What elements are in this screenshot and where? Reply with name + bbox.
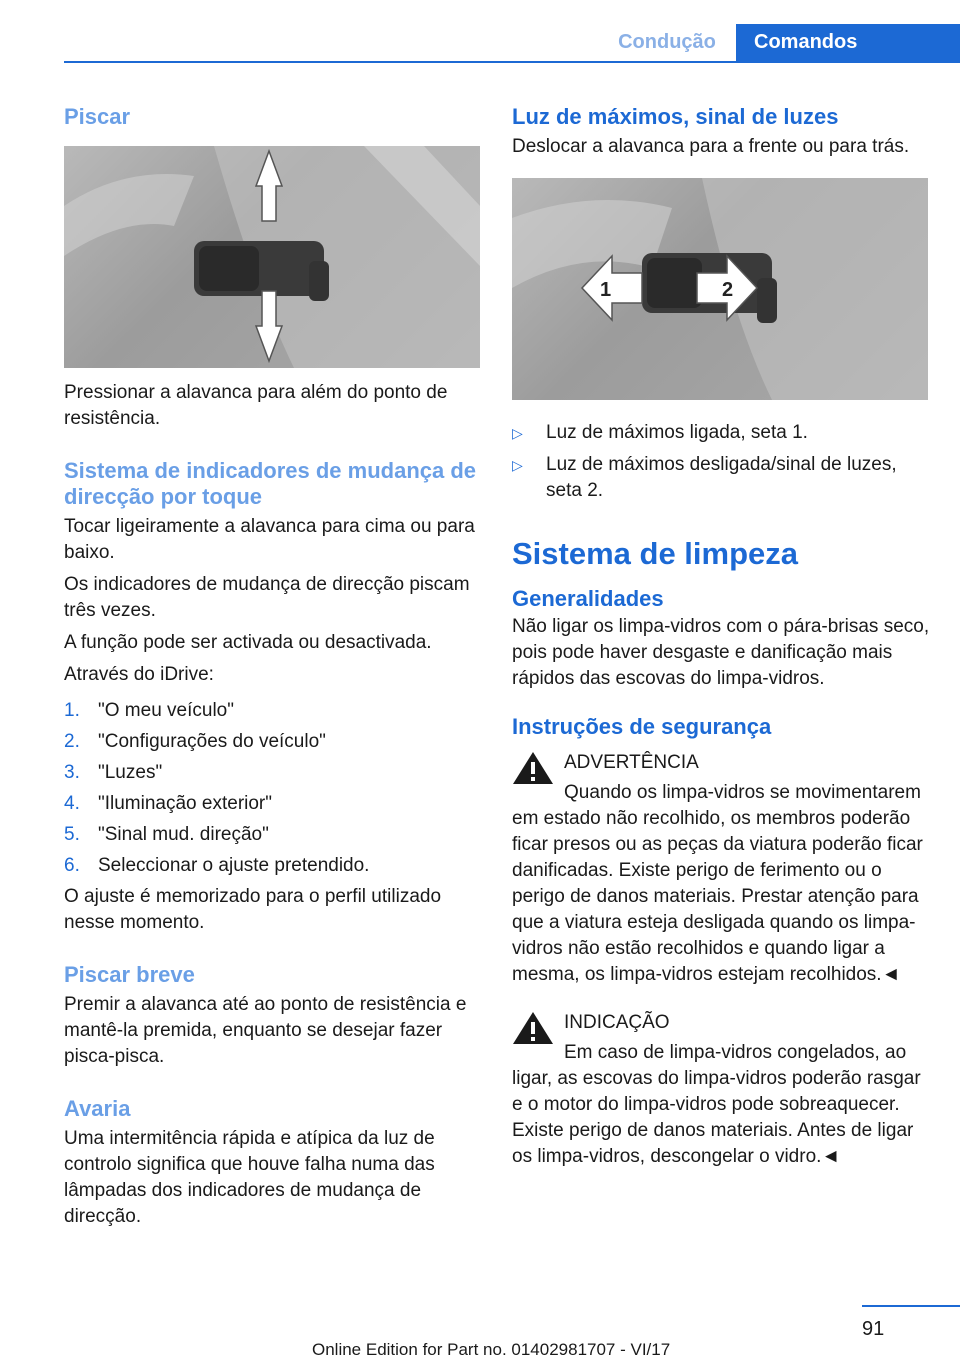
step-text: "Configurações do veículo": [98, 731, 326, 752]
list-item: [512, 420, 930, 446]
tab-comandos[interactable]: Comandos: [736, 24, 960, 61]
step-number: 3.: [64, 762, 80, 783]
lever-illustration: [64, 146, 480, 368]
tab-conducao[interactable]: Condução: [618, 31, 716, 53]
warning-body: Quando os limpa-vidros se movimentarem em estado não recolhido, os membros poderão ficar presos ou as peças da viatura poderão ficar danificadas. Existe perigo de ferimento ou o perigo de danos materiais. Prestar atenção para que a viatura esteja desligada quando os limpa-vidros não estão recolhidos e quando ligar a mesma, os limpa-vidros estejam recolhidos.◄: [512, 782, 923, 985]
step-text: Seleccionar o ajuste pretendido.: [98, 855, 370, 876]
triangle-bullet-icon: ▷: [512, 425, 523, 441]
idrive-steps-list: [64, 698, 482, 879]
step-text: "Sinal mud. direção": [98, 824, 269, 845]
heading-piscar-breve: Piscar breve: [64, 962, 195, 987]
list-item: [64, 698, 482, 724]
heading-generalidades: Generalidades: [512, 586, 664, 611]
bullet-text: Luz de máximos desligada/sinal de luzes, seta 2.: [546, 454, 897, 501]
text-deslocar: Deslocar a alavanca para a frente ou para trás.: [512, 136, 910, 157]
heading-sistema-toque: Sistema de indicadores de mudança de direcção por toque: [64, 458, 477, 509]
text-avaria: Uma intermitência rápida e atípica da luz de controlo significa que houve falha numa das lâmpadas dos indicadores de mudança de direcção.: [64, 1128, 435, 1227]
warning-advertencia: [512, 750, 930, 776]
list-item: [64, 760, 482, 786]
arrow-label-1: 1: [600, 279, 612, 301]
warning-indicacao: [512, 1010, 930, 1036]
figure-high-beam-lever: [512, 178, 928, 400]
right-column: [512, 100, 930, 1170]
list-item: [64, 822, 482, 848]
list-item: [512, 452, 930, 504]
text-nao-ligar: Não ligar os limpa-vidros com o pára-brisas seco, pois pode haver desgaste e danificação mais rápidos das escovas do limpa-vidros.: [512, 616, 930, 689]
heading-luz-maximos: Luz de máximos, sinal de luzes: [512, 104, 839, 129]
page-number: 91: [862, 1318, 885, 1340]
text-premir: Premir a alavanca até ao ponto de resistência e mantê-la premida, enquanto se desejar fazer pisca-pisca.: [64, 994, 467, 1067]
indication-body: Em caso de limpa-vidros congelados, ao ligar, as escovas do limpa-vidros poderão rasgar e o motor do limpa-vidros pode sobreaquecer. Existe perigo de danos materiais. Antes de ligar os limpa-vidros, descongelar o vidro.◄: [512, 1042, 921, 1167]
step-text: "O meu veículo": [98, 700, 234, 721]
lever-illustration: [512, 178, 928, 400]
step-number: 2.: [64, 731, 80, 752]
left-column: [64, 100, 482, 1236]
list-item: [64, 853, 482, 879]
triangle-bullet-icon: ▷: [512, 457, 523, 473]
footer-edition: Online Edition for Part no. 01402981707 - VI/17: [312, 1340, 671, 1359]
heading-sistema-limpeza: Sistema de limpeza: [512, 536, 799, 571]
list-item: [64, 791, 482, 817]
arrow-label-2: 2: [722, 279, 734, 301]
step-number: 1.: [64, 700, 80, 721]
list-item: [64, 729, 482, 755]
text-funcao: A função pode ser activada ou desactivada.: [64, 632, 432, 653]
text-pressionar: Pressionar a alavanca para além do ponto de resistência.: [64, 382, 448, 429]
text-ajuste: O ajuste é memorizado para o perfil utilizado nesse momento.: [64, 886, 442, 933]
bullet-text: Luz de máximos ligada, seta 1.: [546, 422, 808, 443]
step-number: 6.: [64, 855, 80, 876]
step-number: 4.: [64, 793, 80, 814]
indication-title: INDICAÇÃO: [564, 1012, 670, 1033]
footer-rule: [862, 1305, 960, 1307]
heading-avaria: Avaria: [64, 1096, 131, 1121]
text-atraves: Através do iDrive:: [64, 664, 214, 685]
step-text: "Iluminação exterior": [98, 793, 273, 814]
text-tocar: Tocar ligeiramente a alavanca para cima ou para baixo.: [64, 516, 475, 563]
heading-instrucoes-seguranca: Instruções de segurança: [512, 714, 772, 739]
heading-piscar: Piscar: [64, 104, 131, 129]
step-text: "Luzes": [98, 762, 163, 783]
warning-title: ADVERTÊNCIA: [564, 752, 699, 773]
high-beam-bullets: [512, 420, 930, 504]
warning-triangle-icon: [512, 1010, 554, 1046]
warning-triangle-icon: [512, 750, 554, 786]
header-rule: [64, 61, 960, 63]
figure-turn-signal-lever: [64, 146, 480, 368]
text-os-indicadores: Os indicadores de mudança de direcção piscam três vezes.: [64, 574, 470, 621]
step-number: 5.: [64, 824, 80, 845]
